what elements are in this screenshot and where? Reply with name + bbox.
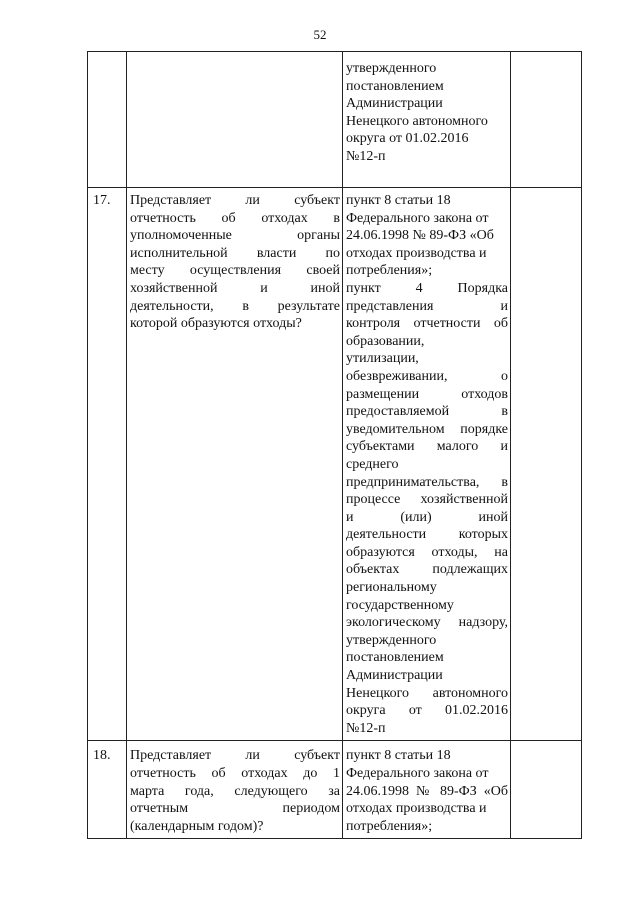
answer-cell [511, 741, 582, 839]
legal-reference-line: округа от 01.02.2016 [346, 703, 508, 719]
legal-reference-line: уведомительном порядке [346, 421, 508, 437]
legal-reference-line: государственному [346, 597, 454, 613]
row-number-cell [88, 52, 127, 188]
legal-reference-line: пункт 8 статьи 18 [346, 748, 451, 764]
question-text-line: Представляет ли субъект [130, 193, 340, 208]
legal-reference-line: 24.06.1998 № 89-ФЗ «Об [346, 783, 508, 799]
legal-reference-line: образовании, [346, 333, 425, 349]
page-number: 52 [313, 27, 327, 42]
legal-reference-line: потребления»; [346, 818, 433, 834]
question-cell [127, 188, 343, 741]
legal-reference-line: среднего [346, 456, 399, 472]
legal-reference-line: Ненецкого автономного [346, 685, 508, 701]
question-text-line: деятельности, в результате [130, 298, 340, 314]
question-text-line: хозяйственной и иной [130, 280, 340, 296]
table-row [88, 741, 582, 839]
question-text-line: исполнительной власти по [130, 245, 340, 261]
legal-reference-line: предпринимательства, в [346, 474, 508, 490]
legal-reference-line: 24.06.1998 № 89-ФЗ «Об [346, 228, 494, 244]
answer-cell [511, 52, 582, 188]
legal-reference-line: округа от 01.02.2016 [346, 131, 469, 147]
question-text-line: Представляет ли субъект [130, 748, 340, 764]
legal-reference-line: представления и [346, 298, 508, 314]
legal-reference-line: предоставляемой в [346, 404, 508, 420]
legal-reference-line: и (или) иной [346, 509, 508, 525]
legal-reference-line: потребления»; [346, 263, 433, 279]
legal-reference-line: Администрации [346, 668, 443, 684]
legal-reference-line: Администрации [346, 96, 443, 112]
legal-reference-line: Федерального закона от [346, 210, 489, 226]
legal-reference-line: обезвреживании, о [346, 368, 508, 384]
question-text-line: отчетным периодом [130, 801, 340, 817]
legal-reference-line: №12-п [346, 148, 386, 164]
legal-reference-line: Федерального закона от [346, 766, 489, 781]
legal-reference-line: постановлением [346, 78, 444, 94]
legal-reference-line: №12-п [346, 720, 386, 736]
table-row [88, 188, 582, 741]
question-text-line: марта года, следующего за [130, 783, 340, 799]
legal-reference-line: контроля отчетности об [346, 316, 508, 332]
legal-reference-line: процессе хозяйственной [346, 492, 508, 508]
question-cell [127, 741, 343, 839]
requirements-table [87, 51, 582, 839]
row-number-cell: 18. [88, 741, 127, 839]
row-number-cell: 17. [88, 188, 127, 741]
question-text-line: уполномоченные органы [130, 228, 340, 244]
legal-reference-line: пункт 4 Порядка [346, 280, 508, 296]
legal-reference-line: объектах подлежащих [346, 562, 508, 578]
legal-reference-cell [343, 52, 511, 188]
legal-reference-line: образуются отходы, на [346, 544, 508, 560]
legal-reference-line: отходах производства и [346, 245, 487, 261]
legal-reference-line: утилизации, [346, 351, 419, 367]
question-text-line: месту осуществления своей [130, 263, 340, 279]
legal-reference-line: региональному [346, 580, 437, 596]
answer-cell [511, 188, 582, 741]
legal-reference-line: пункт 8 статьи 18 [346, 193, 451, 208]
legal-reference-line: субъектами малого и [346, 439, 508, 455]
legal-reference-line: экологическому надзору, [346, 615, 508, 631]
question-cell [127, 52, 343, 188]
question-text-line: отчетность об отходах до 1 [130, 766, 340, 781]
legal-reference-line: Ненецкого автономного [346, 113, 488, 129]
legal-reference-line: постановлением [346, 650, 444, 666]
question-text-line: (календарным годом)? [130, 818, 264, 834]
legal-reference-cell [343, 188, 511, 741]
table-row [88, 52, 582, 188]
question-text-line: которой образуются отходы? [130, 316, 302, 332]
legal-reference-line: отходах производства и [346, 801, 487, 817]
legal-reference-line: размещении отходов [346, 386, 508, 402]
legal-reference-line: деятельности которых [346, 527, 508, 543]
legal-reference-line: утвержденного [346, 632, 437, 648]
legal-reference-line: утвержденного [346, 61, 437, 76]
legal-reference-cell [343, 741, 511, 839]
question-text-line: отчетность об отходах в [130, 210, 340, 226]
